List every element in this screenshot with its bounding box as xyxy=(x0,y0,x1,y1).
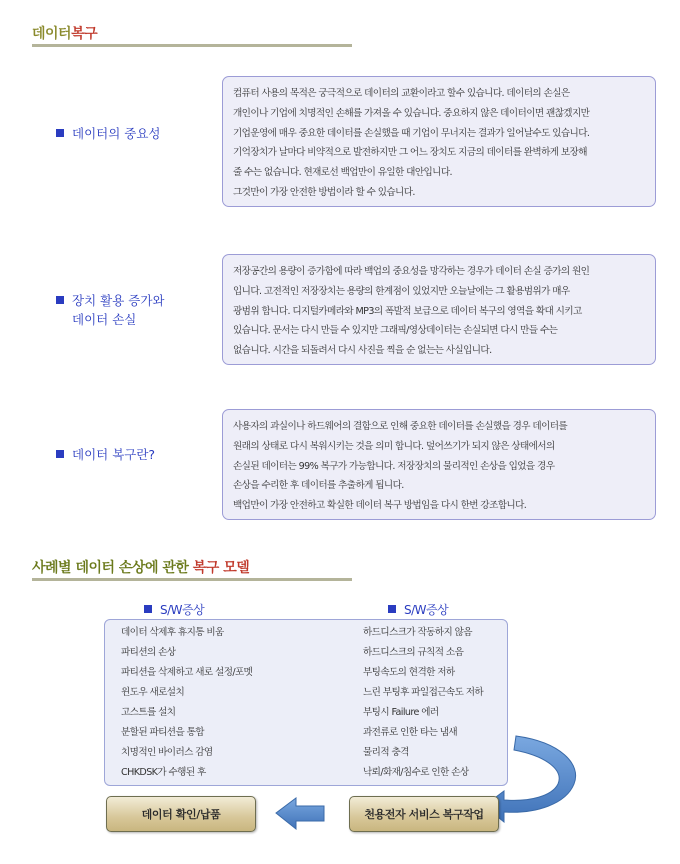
section-title-data-recovery: 데이터복구 xyxy=(32,26,98,42)
list-item: 과전류로 인한 타는 냄새 xyxy=(363,727,458,738)
list-item: 부팅시 Failure 에러 xyxy=(363,707,439,718)
info-box-what-is-recovery: 사용자의 과실이나 하드웨어의 결함으로 인해 중요한 데이터를 손실했을 경우 데이터를 원래의 상태로 다시 복워시키는 것을 의미 합니다. 덮어쓰기가 되지 않은 상태에서의 손실된 데이터는 99% 복구가 가능합니다. 저장장치의 물리적인 손상을 입었을 경우 손상을 수리한 후 데이터를 추출하게 됩니다. 백업만이 가장 안전하고 확실한 데이터 복구 방법임을 다시 한번 강조합니다. xyxy=(222,409,656,520)
column-heading-right: S/W증상 xyxy=(388,601,448,618)
data-confirm-delivery-button[interactable]: 데이터 확인/납품 xyxy=(106,796,256,832)
list-item: 파티션의 손상 xyxy=(121,647,176,658)
recovery-service-button[interactable]: 천용전자 서비스 복구작업 xyxy=(349,796,499,832)
left-arrow-icon xyxy=(276,798,324,829)
list-item: 하드디스크의 규칙적 소음 xyxy=(363,647,464,658)
list-item: 느린 부팅후 파일접근속도 저하 xyxy=(363,687,484,698)
list-item: 데이터 삭제후 휴지통 비움 xyxy=(121,627,224,638)
list-item: CHKDSK가 수행된 후 xyxy=(121,767,206,778)
list-item: 윈도우 새로설치 xyxy=(121,687,185,698)
section-title-recovery-model: 사례별 데이터 손상에 관한 복구 모델 xyxy=(32,560,250,576)
info-box-device-usage: 저장공간의 용량이 증가함에 따라 백업의 중요성을 망각하는 경우가 데이터 손실 증가의 원인 입니다. 고전적인 저장장치는 용량의 한계점이 있었지만 오늘날에는 그 활용범위가 매우 광범위 합니다. 디지털카메라와 MP3의 폭발적 보급으로 데이터 복구의 영역을 확대 시키고 있습니다. 문서는 다시 만들 수 있지만 그래픽/영상데이터는 손실되면 다시 만들 수는 없습니다. 시간을 되돌려서 다시 사진을 찍을 순 없는는 사실입니다. xyxy=(222,254,656,365)
list-item: 낙뢰/화재/침수로 인한 손상 xyxy=(363,767,469,778)
list-item: 고스트를 설치 xyxy=(121,707,176,718)
row-label-device-usage: 장치 활용 증가와 데이터 손실 xyxy=(56,291,164,329)
list-item: 물리적 충격 xyxy=(363,747,409,758)
list-item: 치명적인 바이러스 감염 xyxy=(121,747,213,758)
column-heading-left: S/W증상 xyxy=(144,601,204,618)
list-item: 부팅속도의 현격한 저하 xyxy=(363,667,455,678)
row-label-what-is-recovery: 데이터 복구란? xyxy=(56,445,155,464)
list-item: 분할된 파티션을 통합 xyxy=(121,727,204,738)
row-label-importance: 데이터의 중요성 xyxy=(56,124,161,143)
list-item: 하드디스크가 작동하지 않음 xyxy=(363,627,472,638)
list-item: 파티션을 삭제하고 새로 설정/포멧 xyxy=(121,667,253,678)
info-box-importance: 컴퓨터 사용의 목적은 궁극적으로 데이터의 교환이라고 할수 있습니다. 데이터의 손실은 개인이나 기업에 치명적인 손해를 가져올 수 있습니다. 중요하지 않은 데이터이면 괜찮겠지만 기업운영에 매우 중요한 데이터를 손실했을 때 기업이 무너지는 결과가 일어날수도 있습니다. 기억장치가 날마다 비약적으로 발전하지만 그 어느 장치도 지금의 데이터를 완벽하게 보장해 줄 수는 없습니다. 현재로선 백업만이 유일한 대안입니다. 그것만이 가장 안전한 방법이라 할 수 있습니다. xyxy=(222,76,656,207)
